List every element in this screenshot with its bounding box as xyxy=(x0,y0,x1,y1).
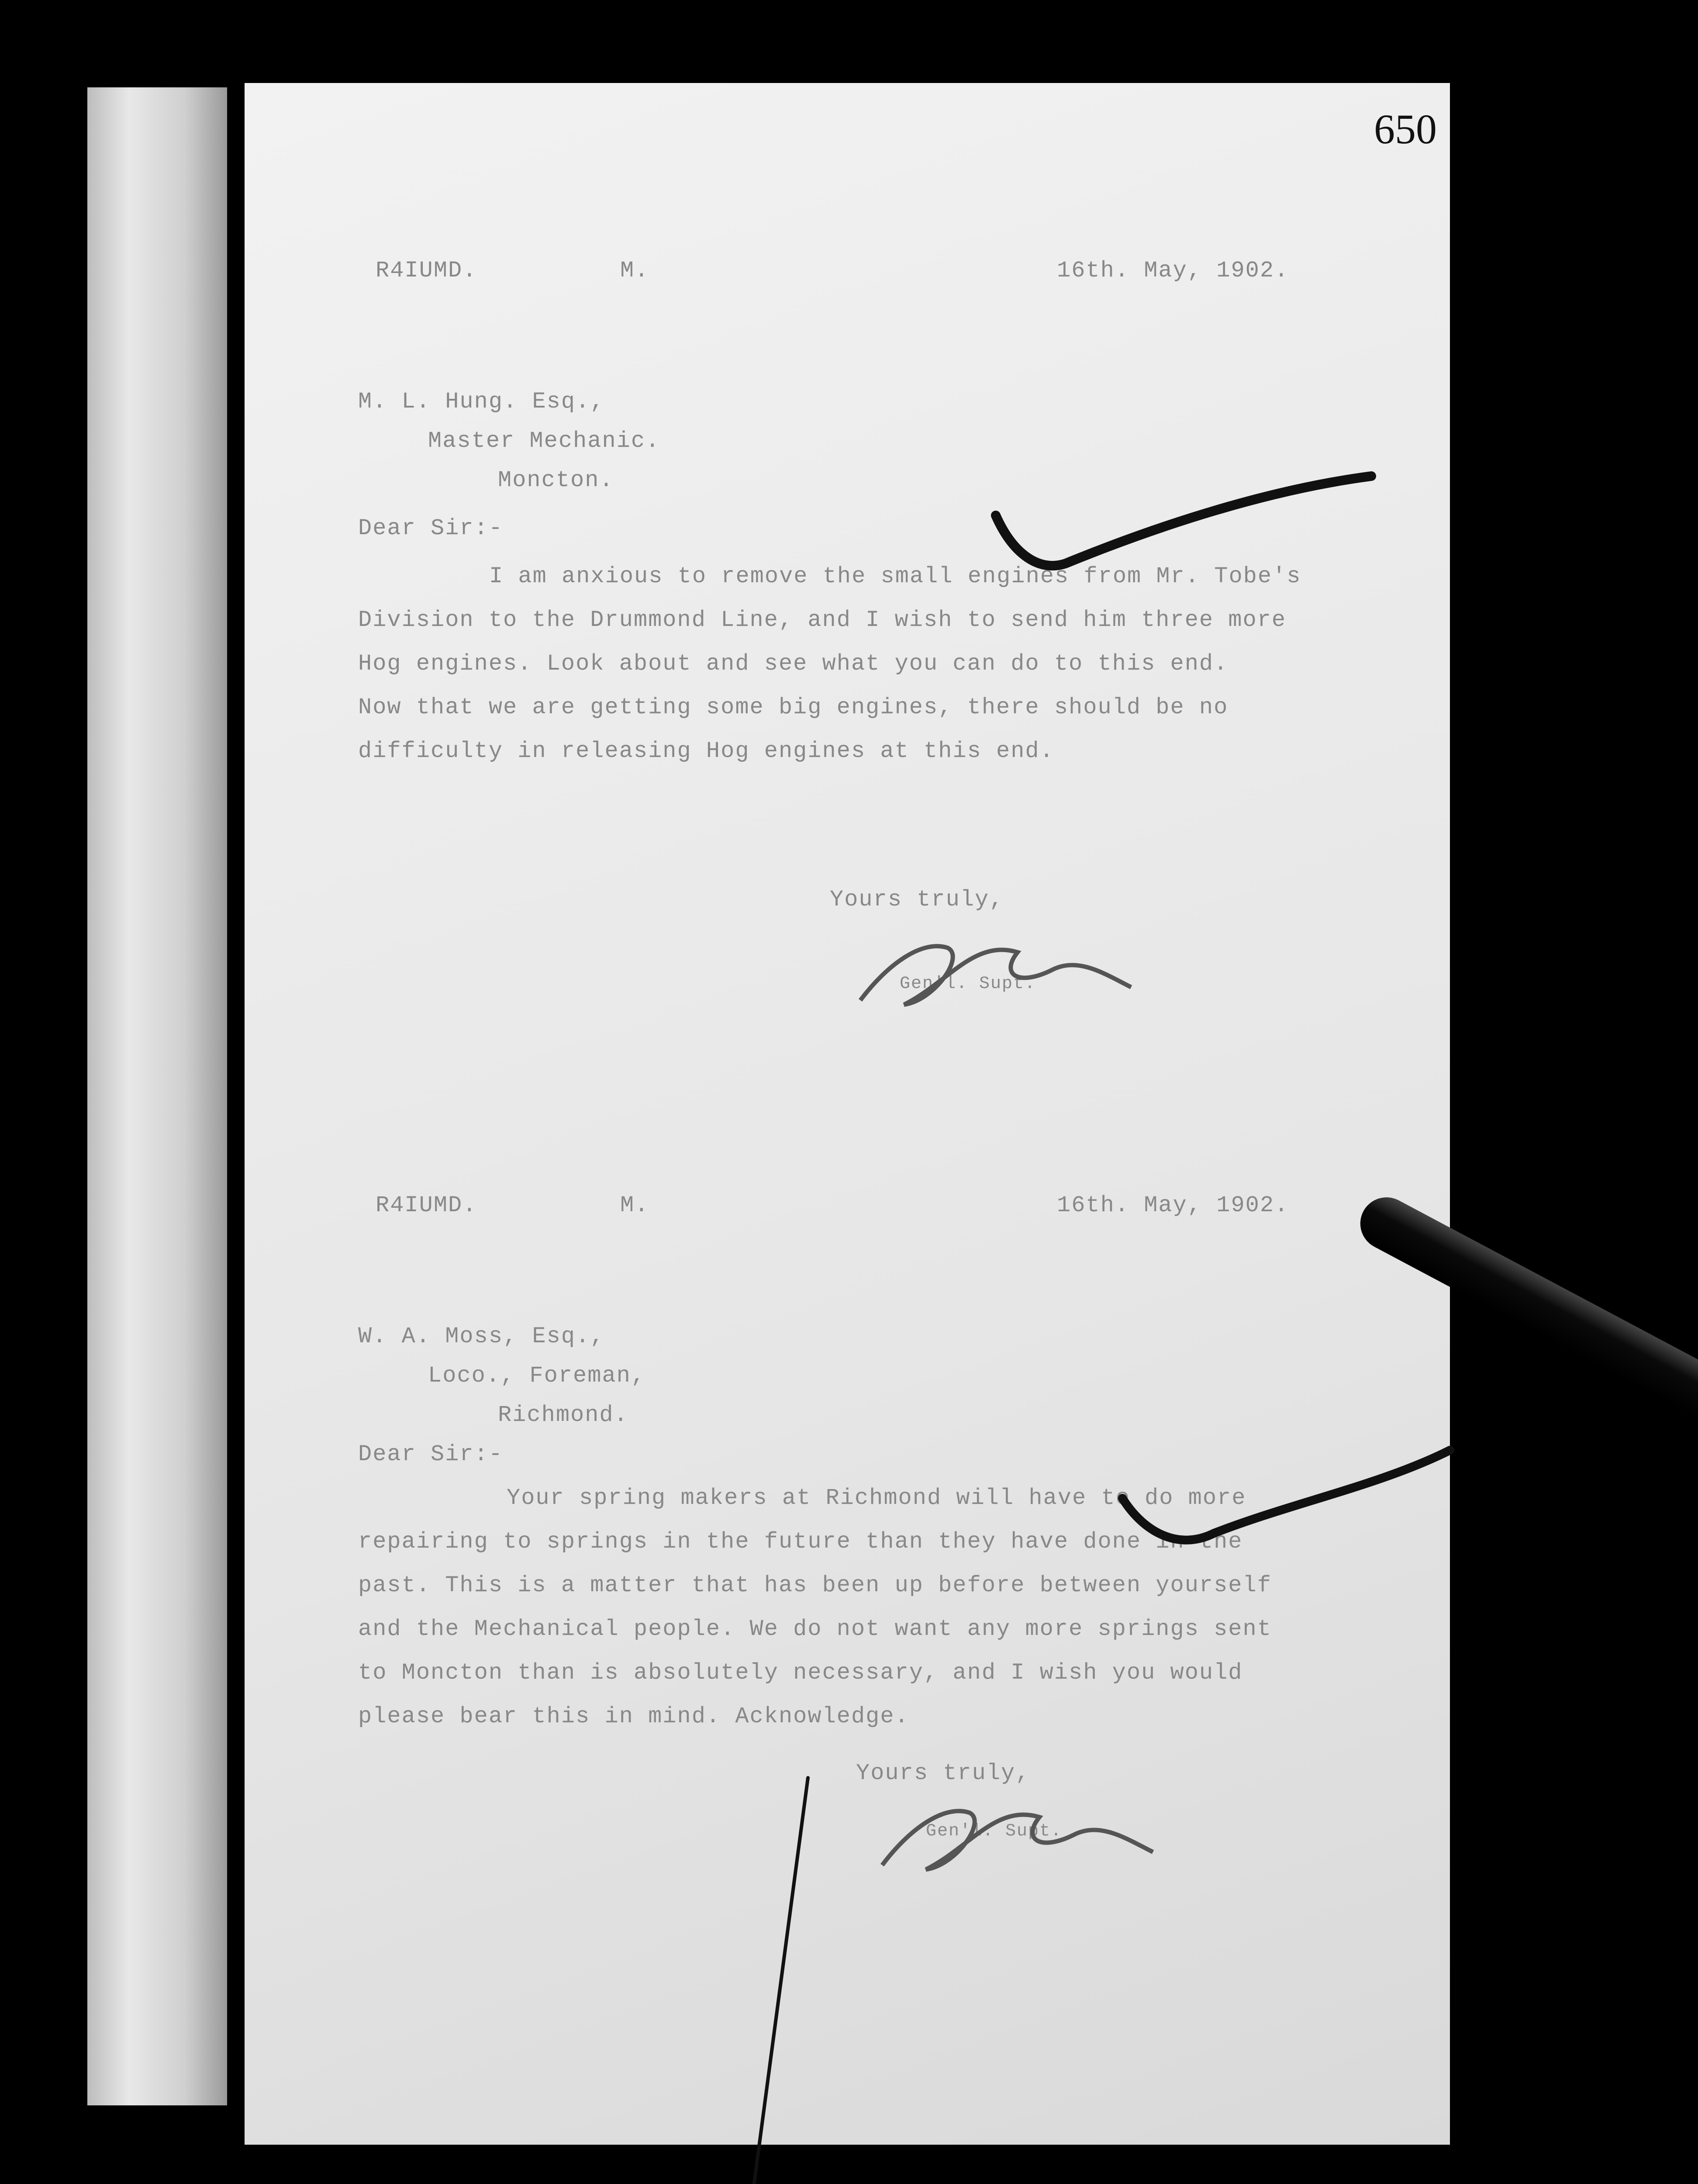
letter-date: 16th. May, 1902. xyxy=(1057,258,1289,283)
letter-header xyxy=(245,258,1450,297)
salutation: Dear Sir:- xyxy=(358,1441,504,1467)
letter-date: 16th. May, 1902. xyxy=(1057,1192,1289,1218)
letter-mark: M. xyxy=(620,1192,649,1218)
page-number: 650 xyxy=(1374,106,1437,152)
body-line: Now that we are getting some big engines, there should be no xyxy=(358,695,1229,720)
addressee-title: Master Mechanic. xyxy=(428,428,660,454)
pen-stroke xyxy=(738,1769,825,2184)
body-line: I am anxious to remove the small engines from Mr. Tobe's xyxy=(489,563,1301,589)
body-line: difficulty in releasing Hog engines at this end. xyxy=(358,738,1054,764)
body-line: to Moncton than is absolutely necessary, and I wish you would xyxy=(358,1660,1243,1686)
salutation: Dear Sir:- xyxy=(358,515,504,541)
addressee-name: W. A. Moss, Esq., xyxy=(358,1324,605,1349)
body-line: please bear this in mind. Acknowledge. xyxy=(358,1704,909,1729)
addressee-title: Loco., Foreman, xyxy=(428,1363,646,1389)
closing: Yours truly, xyxy=(830,887,1004,912)
body-line: Hog engines. Look about and see what you can do to this end. xyxy=(358,651,1229,677)
closing: Yours truly, xyxy=(856,1760,1030,1786)
body-line: and the Mechanical people. We do not want any more springs sent xyxy=(358,1616,1272,1642)
handwritten-signature xyxy=(856,1778,1162,1891)
signature-title: Gen'l. Supt. xyxy=(926,1821,1063,1841)
checkmark-icon xyxy=(1109,1446,1459,1621)
letterbook-spine xyxy=(87,87,227,2105)
addressee-place: Moncton. xyxy=(498,467,614,493)
body-line: repairing to springs in the future than they have done in the xyxy=(358,1529,1243,1555)
body-line: past. This is a matter that has been up before between yourself xyxy=(358,1572,1272,1598)
letter-1 xyxy=(245,258,1450,994)
handwritten-signature xyxy=(834,913,1140,1026)
checkmark-icon xyxy=(987,467,1380,607)
letter-header xyxy=(245,1192,1450,1232)
addressee-name: M. L. Hung. Esq., xyxy=(358,389,605,415)
letter-ref: R4IUMD. xyxy=(376,258,477,283)
body-line: Division to the Drummond Line, and I wish to send him three more xyxy=(358,607,1287,633)
addressee-place: Richmond. xyxy=(498,1402,628,1428)
body-line: Your spring makers at Richmond will have to do more xyxy=(507,1485,1246,1511)
document-page xyxy=(245,83,1450,2145)
letter-ref: R4IUMD. xyxy=(376,1192,477,1218)
signature-title: Gen'l. Supt. xyxy=(900,974,1036,994)
letter-mark: M. xyxy=(620,258,649,283)
letter-2 xyxy=(245,1192,1450,1841)
